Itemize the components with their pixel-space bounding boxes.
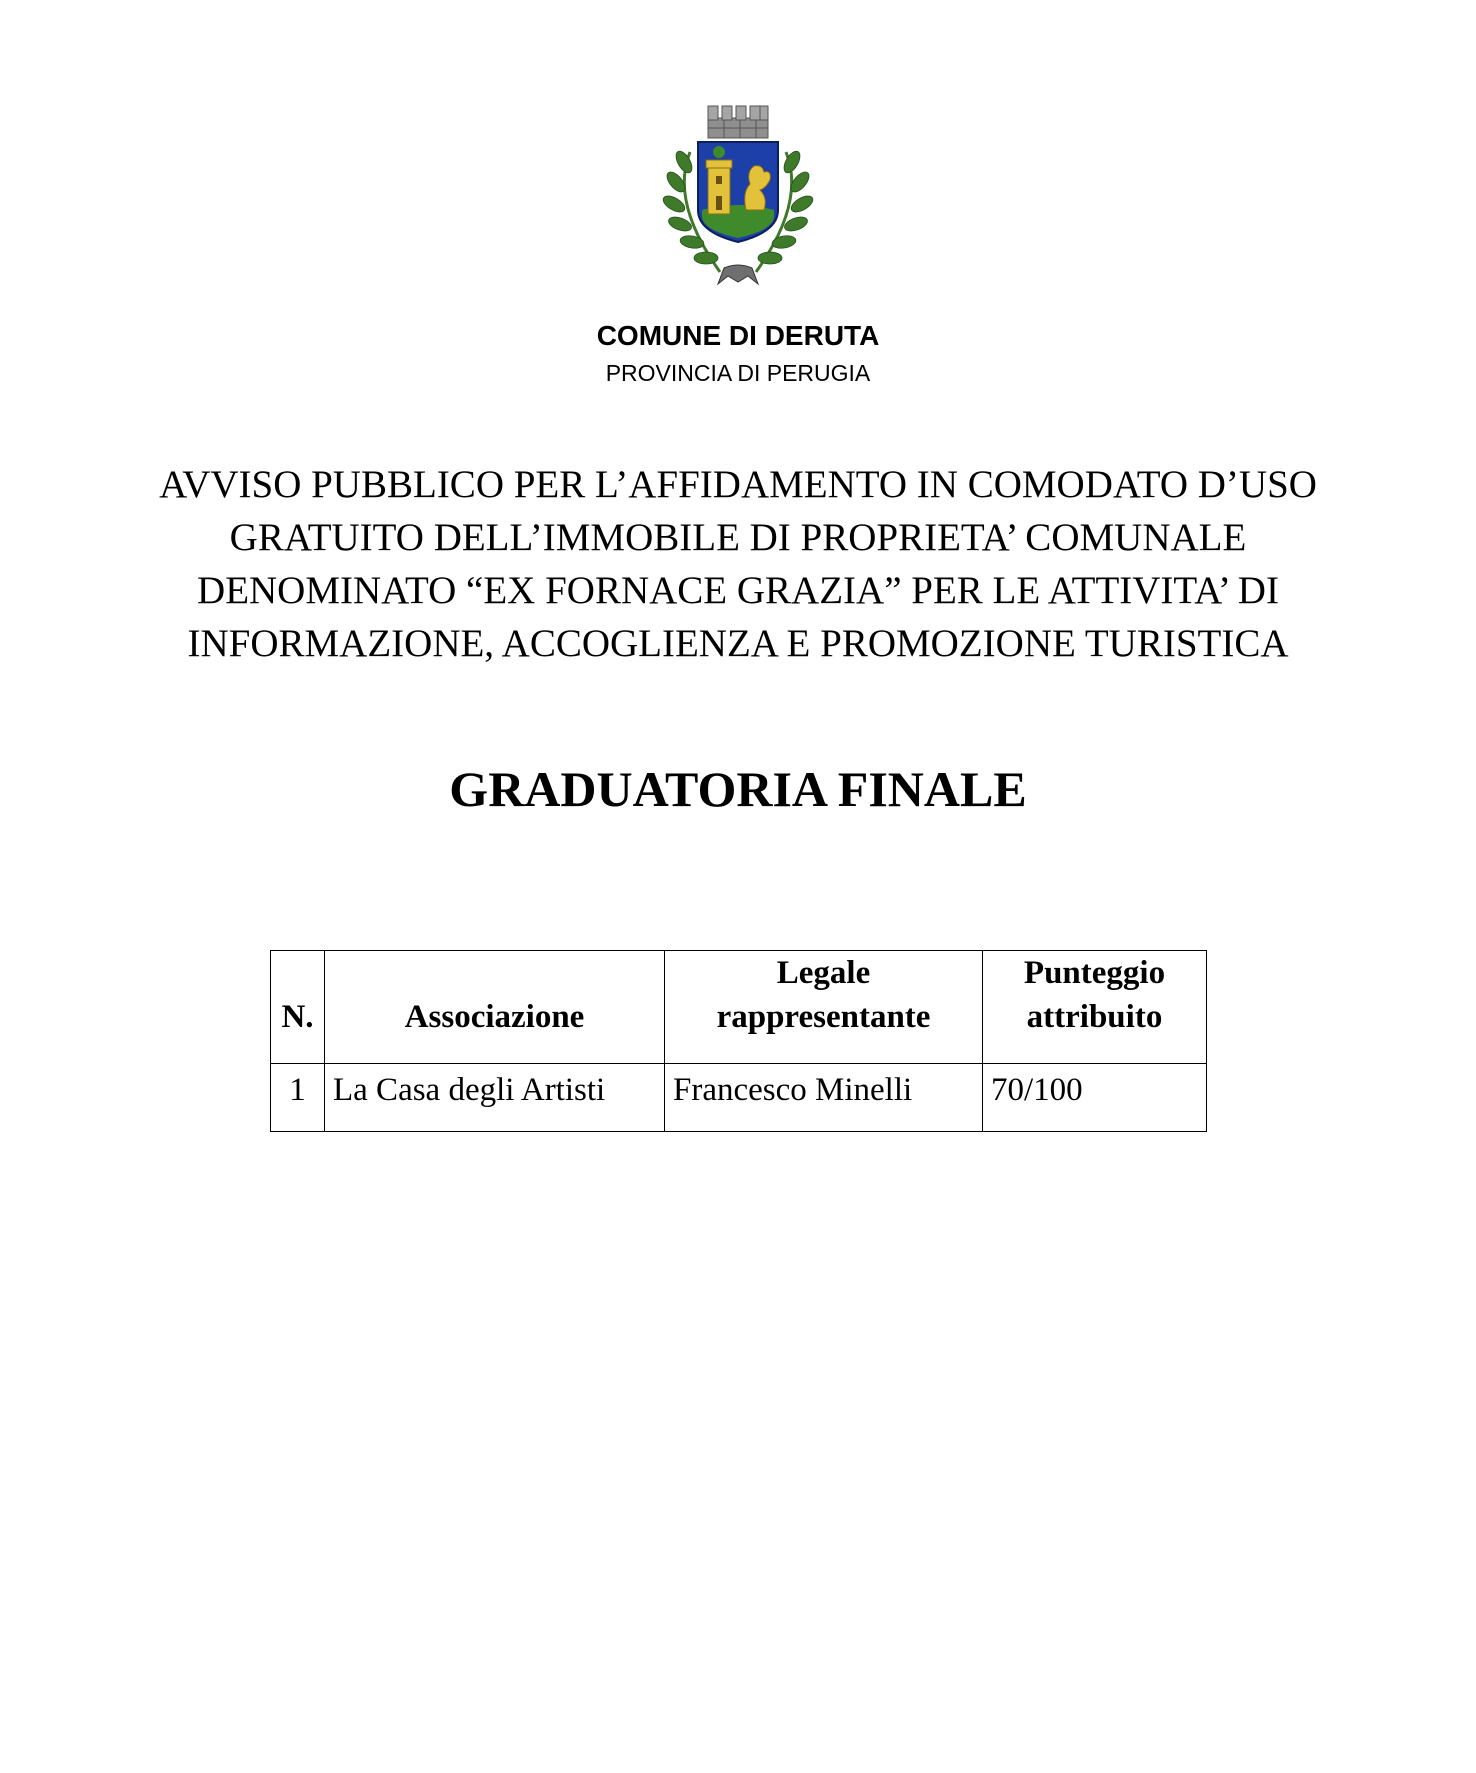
table-row <box>271 1064 1207 1132</box>
cell-score: 70/100 <box>983 1064 1207 1132</box>
header-legal-representative: Legale rappresentante <box>665 951 983 1064</box>
province-name: PROVINCIA DI PERUGIA <box>605 360 871 386</box>
notice-line: AVVISO PUBBLICO PER L’AFFIDAMENTO IN COMODATO D’USO <box>159 463 1317 506</box>
document-title: GRADUATORIA FINALE <box>449 761 1027 817</box>
cell-association: La Casa degli Artisti <box>325 1064 665 1132</box>
header-association: Associazione <box>325 951 665 1064</box>
table-header-row <box>271 951 1207 1064</box>
notice-line: INFORMAZIONE, ACCOGLIENZA E PROMOZIONE TURISTICA <box>187 622 1289 665</box>
header-number: N. <box>271 951 325 1064</box>
ribbon-icon <box>718 265 758 284</box>
header-score: Punteggio attribuito <box>983 951 1207 1064</box>
coat-of-arms-icon <box>650 92 826 292</box>
cell-number: 1 <box>271 1064 325 1132</box>
cell-legal-representative: Francesco Minelli <box>665 1064 983 1132</box>
notice-line: GRATUITO DELL’IMMOBILE DI PROPRIETA’ COMUNALE <box>229 516 1247 559</box>
municipality-header <box>0 316 1476 390</box>
notice-line: DENOMINATO “EX FORNACE GRAZIA” PER LE ATTIVITA’ DI <box>197 569 1279 612</box>
ranking-table <box>270 950 1207 1132</box>
municipality-name: COMUNE DI DERUTA <box>596 320 880 351</box>
crown-icon <box>708 106 768 138</box>
shield-icon <box>698 142 778 242</box>
notice-heading <box>60 458 1416 670</box>
